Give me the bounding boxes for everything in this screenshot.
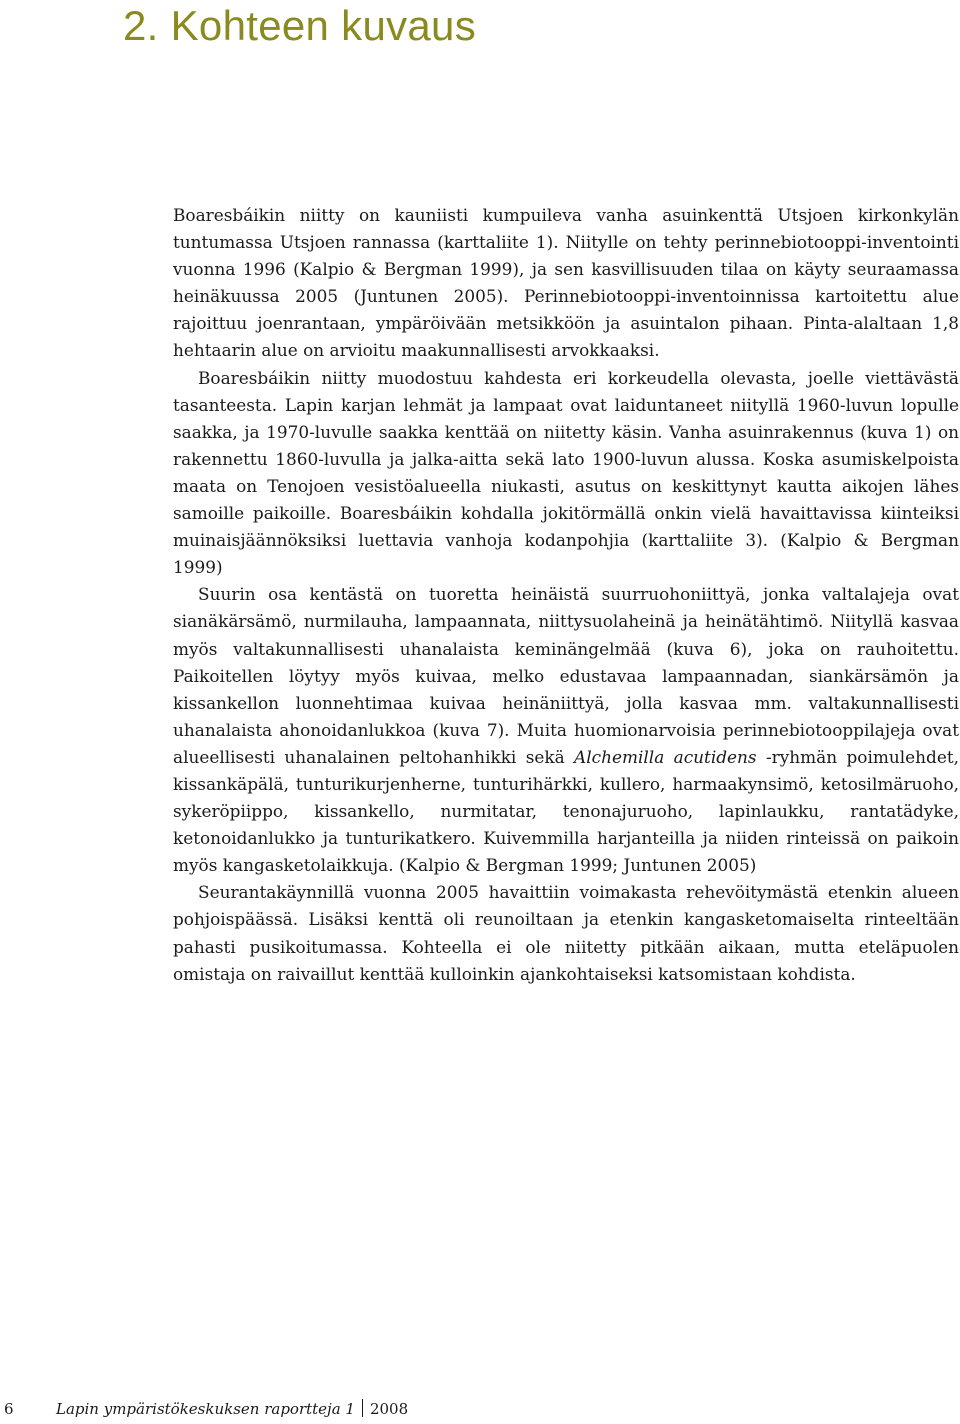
- paragraph-vegetation-text-b: -ryhmän poimulehdet, kissankäpälä, tunturikurjenherne, tunturihärkki, kullero, harmaakynsimö, ketosilmäruoho, sykeröpiippo, kissankello, nurmitatar, tenonajuruoho, lapinlaukku, rantatädyke, ketonoidanlukko ja tunturikatkero. Kuivemmilla harjanteilla ja niiden rinteissä on paikoin myös kangasketolaikkuja. (Kalpio & Bergman 1999; Juntunen 2005): [173, 746, 959, 876]
- page-footer: [4, 1399, 408, 1419]
- paragraph-history: Boaresbáikin niitty muodostuu kahdesta eri korkeudella olevasta, joelle viettävästä tasanteesta. Lapin karjan lehmät ja lampaat ovat laiduntaneet niityllä 1960-luvun lopulle saakka, ja 1970-luvulle saakka kenttää on niitetty käsin. Vanha asuinrakennus (kuva 1) on rakennettu 1860-luvulla ja jalka-aitta sekä lato 1900-luvun alussa. Koska asumiskelpoista maata on Tenojoen vesistöalueella niukasti, asutus on keskittynyt kautta aikojen lähes samoille paikoille. Boaresbáikin kohdalla jokitörmällä onkin vielä havaittavissa kiinteiksi muinaisjäännöksiksi luettavia vanhoja kodanpohjia (karttaliite 3). (Kalpio & Bergman 1999): [173, 367, 959, 578]
- paragraph-vegetation: [173, 581, 959, 879]
- footer-divider: [362, 1399, 363, 1417]
- body-text: [173, 202, 959, 988]
- paragraph-intro: Boaresbáikin niitty on kauniisti kumpuileva vanha asuinkenttä Utsjoen kirkonkylän tuntumassa Utsjoen rannassa (karttaliite 1). Niitylle on tehty perinnebiotooppi-inventointi vuonna 1996 (Kalpio & Bergman 1999), ja sen kasvillisuuden tilaa on käyty seuraamassa heinäkuussa 2005 (Juntunen 2005). Perinnebiotooppi-inventoinnissa kartoitettu alue rajoittuu joenrantaan, ympäröivään metsikköön ja asuintalon pihaan. Pinta-alaltaan 1,8 hehtaarin alue on arvioitu maakunnallisesti arvokkaaksi.: [173, 205, 959, 361]
- species-name-italic: Alchemilla acutidens: [574, 746, 757, 767]
- page-title: 2. Kohteen kuvaus: [123, 2, 477, 49]
- paragraph-monitoring: Seurantakäynnillä vuonna 2005 havaittiin voimakasta rehevöitymästä etenkin alueen pohjoispäässä. Lisäksi kenttä oli reunoiltaan ja etenkin kangasketomaiselta rinteeltään pahasti pusikoitumassa. Kohteella ei ole niitetty pitkään aikaan, mutta eteläpuolen omistaja on raivaillut kenttää kulloinkin ajankohtaiseksi katsomistaan kohdista.: [173, 882, 959, 984]
- report-year: 2008: [369, 1400, 409, 1418]
- page-number: 6: [4, 1400, 14, 1418]
- report-series: Lapin ympäristökeskuksen raportteja 1: [56, 1400, 355, 1418]
- paragraph-vegetation-text-a: Suurin osa kentästä on tuoretta heinäistä suurruohoniittyä, jonka valtalajeja ovat sianäkärsämö, nurmilauha, lampaannata, niittysuolaheinä ja heinätähtimö. Niityllä kasvaa myös valtakunnallisesti uhanalaista keminängelmää (kuva 6), joka on rauhoitettu. Paikoitellen löytyy myös kuivaa, melko edustavaa lampaannadan, siankärsämön ja kissankellon luonnehtimaa kuivaa heinäniittyä, jolla kasvaa mm. valtakunnallisesti uhanalaista ahonoidanlukkoa (kuva 7). Muita huomionarvoisia perinnebiotooppilajeja ovat alueellisesti uhanalainen peltohanhikki sekä: [173, 584, 959, 767]
